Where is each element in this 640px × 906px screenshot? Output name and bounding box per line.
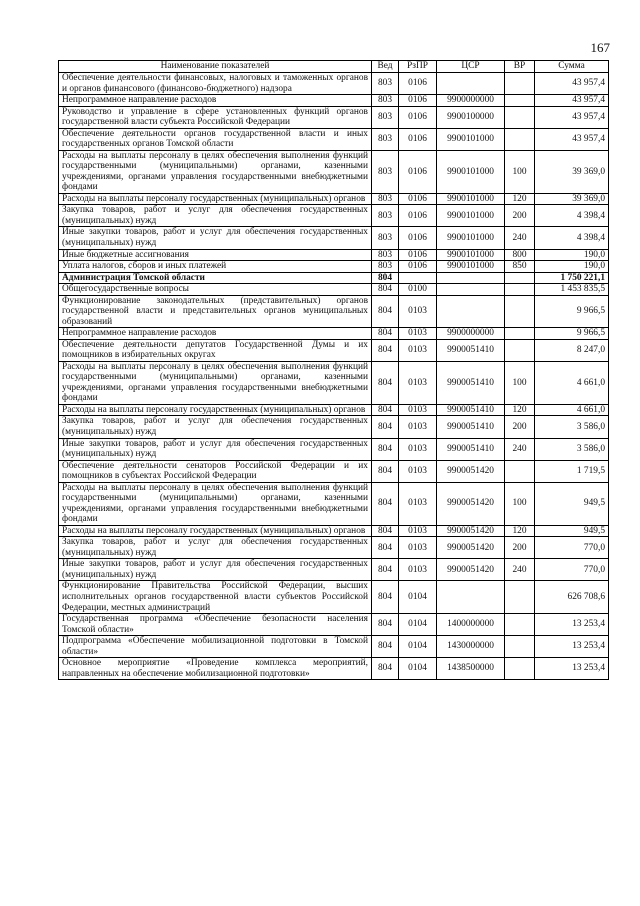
cell-sum: 4 661,0 [535,404,609,416]
cell-vr [505,658,535,680]
cell-sum: 949,5 [535,482,609,525]
cell-name: Основное мероприятие «Проведение комплекса мероприятий, направленных на обеспечение мобилизационной подготовки» [59,658,372,680]
cell-name: Функционирование законодательных (представительных) органов государственной власти и представительных органов муниципальных образований [59,295,372,328]
cell-vr: 100 [505,150,535,193]
table-row [59,261,609,273]
cell-csr: 1438500000 [437,658,505,680]
cell-rzpr: 0106 [399,128,437,150]
cell-name: Расходы на выплаты персоналу в целях обеспечения выполнения функций государственными (муниципальными) органами, казенными учреждениями, органами управления государственными внебюджетными фондами [59,361,372,404]
cell-csr: 1400000000 [437,614,505,636]
cell-vr: 120 [505,404,535,416]
cell-sum: 1 750 221,1 [535,272,609,284]
table-row [59,95,609,107]
cell-sum: 39 369,0 [535,150,609,193]
table-row [59,460,609,482]
table-row [59,328,609,340]
table-row [59,416,609,438]
header-name: Наименование показателей [59,61,372,73]
table-row [59,193,609,205]
cell-ved: 804 [372,614,399,636]
header-csr: ЦСР [437,61,505,73]
cell-name: Руководство и управление в сфере установленных функций органов государственной власти субъекта Российской Федерации [59,106,372,128]
header-sum: Сумма [535,61,609,73]
cell-sum: 9 966,5 [535,328,609,340]
cell-ved: 804 [372,404,399,416]
cell-name: Обеспечение деятельности сенаторов Российской Федерации и их помощников в субъектах Российской Федерации [59,460,372,482]
cell-sum: 626 708,6 [535,581,609,614]
table-row [59,537,609,559]
cell-vr [505,284,535,296]
cell-ved: 803 [372,73,399,95]
cell-csr: 9900051410 [437,438,505,460]
cell-csr: 9900101000 [437,249,505,261]
header-ved: Вед [372,61,399,73]
cell-csr [437,73,505,95]
cell-csr: 9900101000 [437,205,505,227]
cell-rzpr: 0103 [399,328,437,340]
cell-rzpr: 0103 [399,404,437,416]
cell-sum: 4 398,4 [535,227,609,249]
table-row [59,106,609,128]
cell-vr [505,128,535,150]
cell-sum: 13 253,4 [535,614,609,636]
cell-csr: 1430000000 [437,636,505,658]
cell-vr [505,636,535,658]
cell-name: Иные бюджетные ассигнования [59,249,372,261]
cell-ved: 804 [372,416,399,438]
cell-ved: 803 [372,150,399,193]
cell-name: Администрация Томской области [59,272,372,284]
cell-csr: 9900051420 [437,482,505,525]
cell-ved: 804 [372,460,399,482]
table-row [59,482,609,525]
cell-vr [505,95,535,107]
cell-sum: 13 253,4 [535,658,609,680]
cell-csr: 9900051420 [437,460,505,482]
cell-name: Расходы на выплаты персоналу государственных (муниципальных) органов [59,525,372,537]
budget-table [58,60,609,680]
cell-csr: 9900101000 [437,261,505,273]
cell-csr: 9900101000 [437,227,505,249]
cell-rzpr: 0106 [399,106,437,128]
table-row [59,339,609,361]
cell-sum: 190,0 [535,261,609,273]
cell-vr: 100 [505,482,535,525]
table-row [59,658,609,680]
cell-csr: 9900051420 [437,537,505,559]
cell-rzpr: 0104 [399,581,437,614]
cell-csr [437,272,505,284]
cell-csr: 9900051410 [437,416,505,438]
table-row [59,249,609,261]
cell-sum: 43 957,4 [535,95,609,107]
cell-rzpr: 0103 [399,525,437,537]
cell-vr: 120 [505,525,535,537]
cell-name: Иные закупки товаров, работ и услуг для обеспечения государственных (муниципальных) нужд [59,559,372,581]
cell-rzpr: 0106 [399,95,437,107]
cell-rzpr: 0106 [399,261,437,273]
cell-name: Иные закупки товаров, работ и услуг для обеспечения государственных (муниципальных) нужд [59,438,372,460]
cell-sum: 13 253,4 [535,636,609,658]
cell-vr [505,328,535,340]
cell-rzpr: 0103 [399,482,437,525]
table-row [59,284,609,296]
cell-vr [505,581,535,614]
cell-csr: 9900051410 [437,404,505,416]
cell-rzpr: 0100 [399,284,437,296]
cell-sum: 4 661,0 [535,361,609,404]
cell-rzpr: 0104 [399,636,437,658]
cell-csr: 9900100000 [437,106,505,128]
cell-ved: 803 [372,106,399,128]
cell-ved: 804 [372,328,399,340]
cell-rzpr: 0106 [399,150,437,193]
cell-sum: 1 719,5 [535,460,609,482]
table-row [59,438,609,460]
page-number: 167 [590,40,610,55]
cell-name: Расходы на выплаты персоналу в целях обеспечения выполнения функций государственными (муниципальными) органами, казенными учреждениями, органами управления государственными внебюджетными фондами [59,150,372,193]
cell-rzpr: 0106 [399,249,437,261]
cell-name: Общегосударственные вопросы [59,284,372,296]
table-row [59,581,609,614]
cell-rzpr [399,272,437,284]
table-body [59,73,609,680]
table-row [59,559,609,581]
table-row [59,128,609,150]
cell-sum: 190,0 [535,249,609,261]
cell-csr [437,295,505,328]
table-row [59,73,609,95]
cell-name: Обеспечение деятельности финансовых, налоговых и таможенных органов и органов финансового (финансово-бюджетного) надзора [59,73,372,95]
cell-rzpr: 0106 [399,205,437,227]
table-row [59,205,609,227]
header-vr: ВР [505,61,535,73]
cell-rzpr: 0103 [399,537,437,559]
cell-ved: 804 [372,482,399,525]
cell-ved: 803 [372,193,399,205]
cell-sum: 770,0 [535,559,609,581]
cell-name: Закупка товаров, работ и услуг для обеспечения государственных (муниципальных) нужд [59,416,372,438]
cell-rzpr: 0103 [399,361,437,404]
cell-sum: 949,5 [535,525,609,537]
cell-csr: 9900101000 [437,193,505,205]
cell-csr [437,581,505,614]
cell-vr [505,106,535,128]
cell-name: Непрограммное направление расходов [59,328,372,340]
table-row [59,614,609,636]
cell-ved: 803 [372,227,399,249]
cell-rzpr: 0103 [399,559,437,581]
cell-ved: 804 [372,361,399,404]
cell-csr: 9900051420 [437,559,505,581]
cell-ved: 803 [372,249,399,261]
cell-name: Закупка товаров, работ и услуг для обеспечения государственных (муниципальных) нужд [59,205,372,227]
cell-ved: 804 [372,339,399,361]
cell-vr: 100 [505,361,535,404]
cell-rzpr: 0104 [399,614,437,636]
cell-ved: 804 [372,581,399,614]
cell-ved: 804 [372,636,399,658]
cell-sum: 770,0 [535,537,609,559]
table-header-row [59,61,609,73]
cell-ved: 804 [372,438,399,460]
cell-sum: 43 957,4 [535,73,609,95]
cell-name: Обеспечение деятельности депутатов Государственной Думы и их помощников в избирательных округах [59,339,372,361]
cell-name: Иные закупки товаров, работ и услуг для обеспечения государственных (муниципальных) нужд [59,227,372,249]
header-rzpr: РзПР [399,61,437,73]
cell-rzpr: 0106 [399,193,437,205]
cell-vr [505,73,535,95]
cell-rzpr: 0103 [399,460,437,482]
cell-name: Закупка товаров, работ и услуг для обеспечения государственных (муниципальных) нужд [59,537,372,559]
cell-name: Функционирование Правительства Российской Федерации, высших исполнительных органов государственной власти субъектов Российской Федерации, местных администраций [59,581,372,614]
cell-rzpr: 0106 [399,73,437,95]
cell-ved: 803 [372,205,399,227]
cell-csr: 9900101000 [437,128,505,150]
cell-sum: 4 398,4 [535,205,609,227]
table-row [59,525,609,537]
cell-rzpr: 0103 [399,416,437,438]
cell-csr: 9900051410 [437,361,505,404]
cell-sum: 8 247,0 [535,339,609,361]
table-row [59,227,609,249]
cell-sum: 1 453 835,5 [535,284,609,296]
cell-sum: 3 586,0 [535,438,609,460]
table-row [59,361,609,404]
cell-vr: 240 [505,227,535,249]
cell-ved: 804 [372,537,399,559]
cell-vr [505,272,535,284]
cell-csr: 9900101000 [437,150,505,193]
cell-csr: 9900000000 [437,95,505,107]
cell-sum: 43 957,4 [535,106,609,128]
table-row [59,636,609,658]
cell-vr: 120 [505,193,535,205]
table-row [59,272,609,284]
cell-ved: 803 [372,95,399,107]
cell-sum: 9 966,5 [535,295,609,328]
cell-rzpr: 0103 [399,295,437,328]
cell-name: Расходы на выплаты персоналу в целях обеспечения выполнения функций государственными (муниципальными) органами, казенными учреждениями, органами управления государственными внебюджетными фондами [59,482,372,525]
cell-vr: 200 [505,205,535,227]
cell-name: Непрограммное направление расходов [59,95,372,107]
cell-vr: 240 [505,559,535,581]
cell-vr [505,460,535,482]
cell-vr: 850 [505,261,535,273]
cell-csr: 9900000000 [437,328,505,340]
cell-ved: 804 [372,295,399,328]
cell-ved: 803 [372,128,399,150]
cell-vr [505,614,535,636]
cell-name: Обеспечение деятельности органов государственной власти и иных государственных органов Томской области [59,128,372,150]
cell-ved: 804 [372,272,399,284]
cell-name: Расходы на выплаты персоналу государственных (муниципальных) органов [59,404,372,416]
cell-csr [437,284,505,296]
table-row [59,404,609,416]
cell-ved: 804 [372,658,399,680]
cell-vr: 800 [505,249,535,261]
cell-name: Подпрограмма «Обеспечение мобилизационной подготовки в Томской области» [59,636,372,658]
cell-rzpr: 0103 [399,438,437,460]
cell-ved: 804 [372,525,399,537]
cell-ved: 804 [372,284,399,296]
cell-csr: 9900051420 [437,525,505,537]
cell-vr [505,295,535,328]
cell-ved: 803 [372,261,399,273]
cell-sum: 43 957,4 [535,128,609,150]
cell-vr: 200 [505,416,535,438]
cell-csr: 9900051410 [437,339,505,361]
cell-sum: 39 369,0 [535,193,609,205]
cell-name: Расходы на выплаты персоналу государственных (муниципальных) органов [59,193,372,205]
cell-vr: 200 [505,537,535,559]
cell-rzpr: 0103 [399,339,437,361]
cell-rzpr: 0106 [399,227,437,249]
cell-rzpr: 0104 [399,658,437,680]
cell-name: Государственная программа «Обеспечение безопасности населения Томской области» [59,614,372,636]
cell-ved: 804 [372,559,399,581]
cell-sum: 3 586,0 [535,416,609,438]
cell-name: Уплата налогов, сборов и иных платежей [59,261,372,273]
table-row [59,295,609,328]
cell-vr [505,339,535,361]
table-row [59,150,609,193]
cell-vr: 240 [505,438,535,460]
